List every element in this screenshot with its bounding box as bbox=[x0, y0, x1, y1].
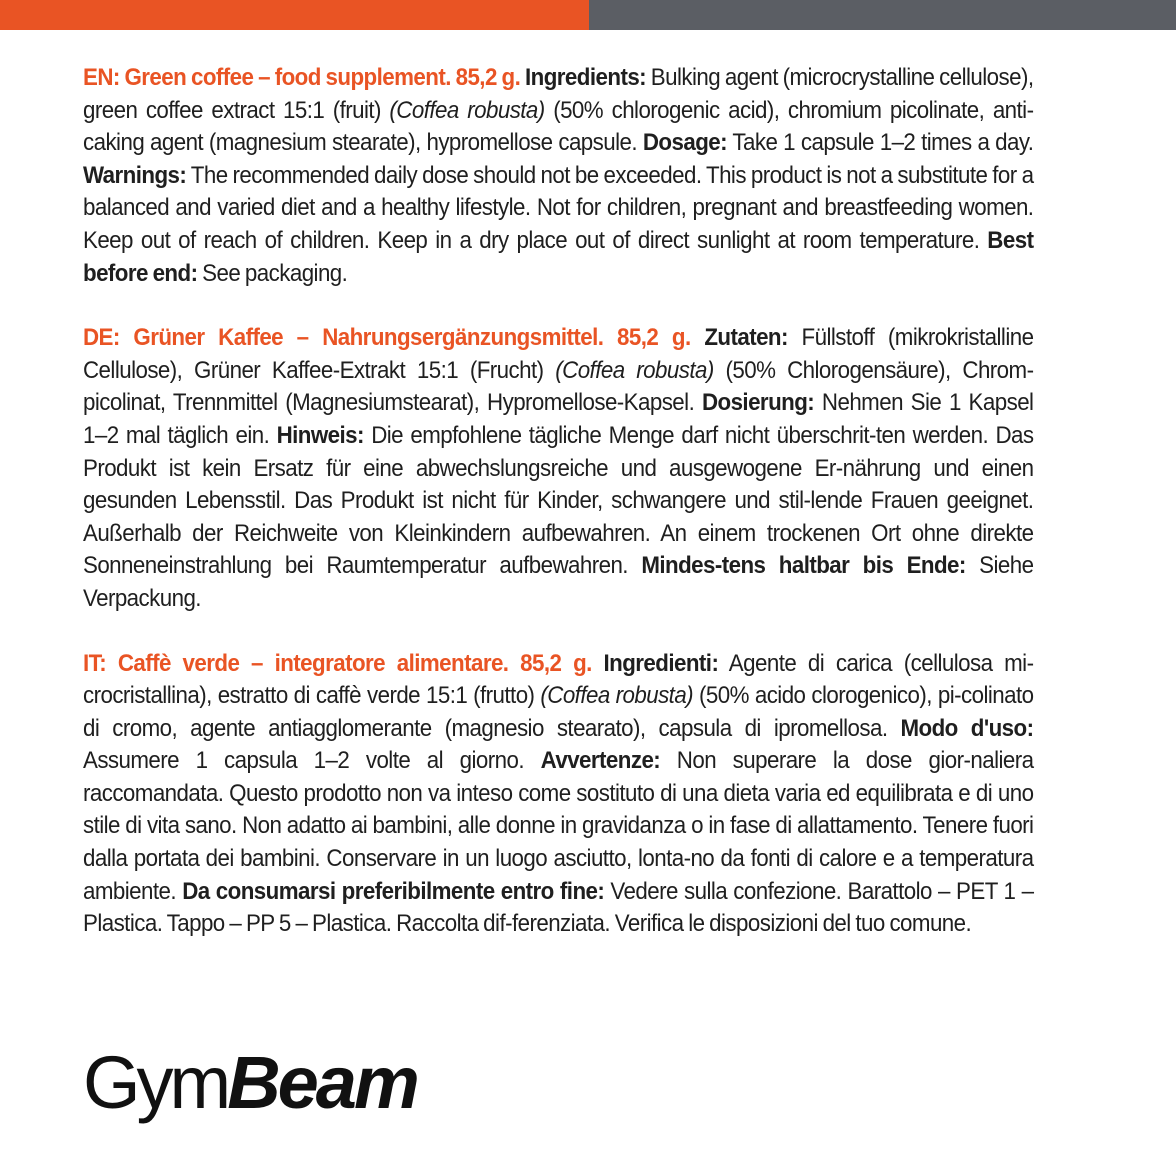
top-bar-orange-segment bbox=[0, 0, 589, 30]
field-label: Best before end: bbox=[83, 226, 1034, 287]
logo-text-beam: Beam bbox=[227, 1041, 417, 1124]
section-heading: IT: Caffè verde – integratore alimentare. 85,2 g. bbox=[83, 649, 604, 677]
body-text: Siehe Verpackung. bbox=[83, 552, 1034, 612]
body-text: (50% acido clorogenico), pi-colinato di cromo, agente antiagglomerante (magnesio stearato), capsula di ipromellosa. bbox=[83, 682, 1034, 742]
field-label: Dosierung: bbox=[701, 389, 815, 417]
section-heading: EN: Green coffee – food supplement. 85,2 g. bbox=[83, 64, 526, 91]
body-text: Bulking agent (microcrystalline cellulose), green coffee extract 15:1 (fruit) bbox=[83, 64, 1034, 124]
body-text: Füllstoff (mikrokristalline Cellulose), Grüner Kaffee-Extrakt 15:1 (Frucht) bbox=[83, 324, 1034, 384]
field-label: Dosage: bbox=[642, 129, 728, 157]
body-text: Assumere 1 capsula 1–2 volte al giorno. bbox=[83, 747, 541, 775]
field-label: Modo d'uso: bbox=[900, 714, 1034, 742]
gymbeam-logo bbox=[83, 1030, 417, 1124]
body-text: Nehmen Sie 1 Kapsel 1–2 mal täglich ein. bbox=[83, 389, 1034, 449]
body-text: (50% Chlorogensäure), Chrom-picolinat, Trennmittel (Magnesiumstearat), Hypromellose-Kapsel. bbox=[83, 356, 1034, 417]
species-name: (Coffea robusta) bbox=[389, 96, 545, 124]
label-text-container bbox=[83, 62, 1034, 973]
body-text: See packaging. bbox=[197, 259, 348, 287]
body-text: Take 1 capsule 1–2 times a day. bbox=[727, 129, 1034, 157]
top-color-bar bbox=[0, 0, 1176, 30]
field-label: Avvertenze: bbox=[540, 747, 661, 775]
logo-text-gym: Gym bbox=[83, 1041, 228, 1124]
top-bar-gray-segment bbox=[589, 0, 1176, 30]
body-text: (50% chlorogenic acid), chromium picolinate, anti-caking agent (magnesium stearate), hypromellose capsule. bbox=[83, 96, 1034, 157]
body-text: Vedere sulla confezione. Barattolo – PET 1 – Plastica. Tappo – PP 5 – Plastica. Raccolta dif-ferenziata. Verifica le disposizioni del tuo comune. bbox=[83, 877, 1034, 938]
field-label: Hinweis: bbox=[276, 421, 364, 449]
field-label: Ingredients: bbox=[525, 64, 647, 91]
label-block-it bbox=[83, 648, 1033, 941]
body-text: The recommended daily dose should not be exceeded. This product is not a substitute for a balanced and varied diet and a healthy lifestyle. Not for children, pregnant and breastfeeding women. Keep out of reach of children. Keep in a dry place out of direct sunlight at room temperature. bbox=[83, 161, 1034, 254]
body-text: Die empfohlene tägliche Menge darf nicht überschrit-ten werden. Das Produkt ist kein Ersatz für eine abwechslungsreiche und ausgewogene Er-nährung und einen gesunden Lebensstil. Das Produkt ist nicht für Kinder, schwangere und stil-lende Frauen geeignet. Außerhalb der Reichweite von Kleinkindern aufbewahren. An einem trockenen Ort ohne direkte Sonneneinstrahlung bei Raumtemperatur aufbewahren. bbox=[83, 421, 1034, 580]
species-name: (Coffea robusta) bbox=[540, 682, 694, 710]
body-text: Agente di carica (cellulosa mi-crocristallina), estratto di caffè verde 15:1 (frutto) bbox=[83, 649, 1034, 710]
field-label: Zutaten: bbox=[704, 324, 788, 352]
label-block-de bbox=[83, 322, 1033, 615]
field-label: Warnings: bbox=[83, 161, 187, 189]
field-label: Mindes-tens haltbar bis Ende: bbox=[641, 552, 966, 580]
section-heading: DE: Grüner Kaffee – Nahrungsergänzungsmittel. 85,2 g. bbox=[83, 324, 705, 352]
body-text: Non superare la dose gior-naliera raccomandata. Questo prodotto non va inteso come sostituto di una dieta varia ed equilibrata e di uno stile di vita sano. Non adatto ai bambini, alle donne in gravidanza o in fase di allattamento. Tenere fuori dalla portata dei bambini. Conservare in un luogo asciutto, lonta-no da fonti di calore e a temperatura ambiente. bbox=[83, 747, 1034, 905]
label-block-en bbox=[83, 62, 1033, 290]
species-name: (Coffea robusta) bbox=[555, 356, 714, 384]
field-label: Ingredienti: bbox=[603, 649, 719, 677]
field-label: Da consumarsi preferibilmente entro fine: bbox=[182, 877, 605, 905]
